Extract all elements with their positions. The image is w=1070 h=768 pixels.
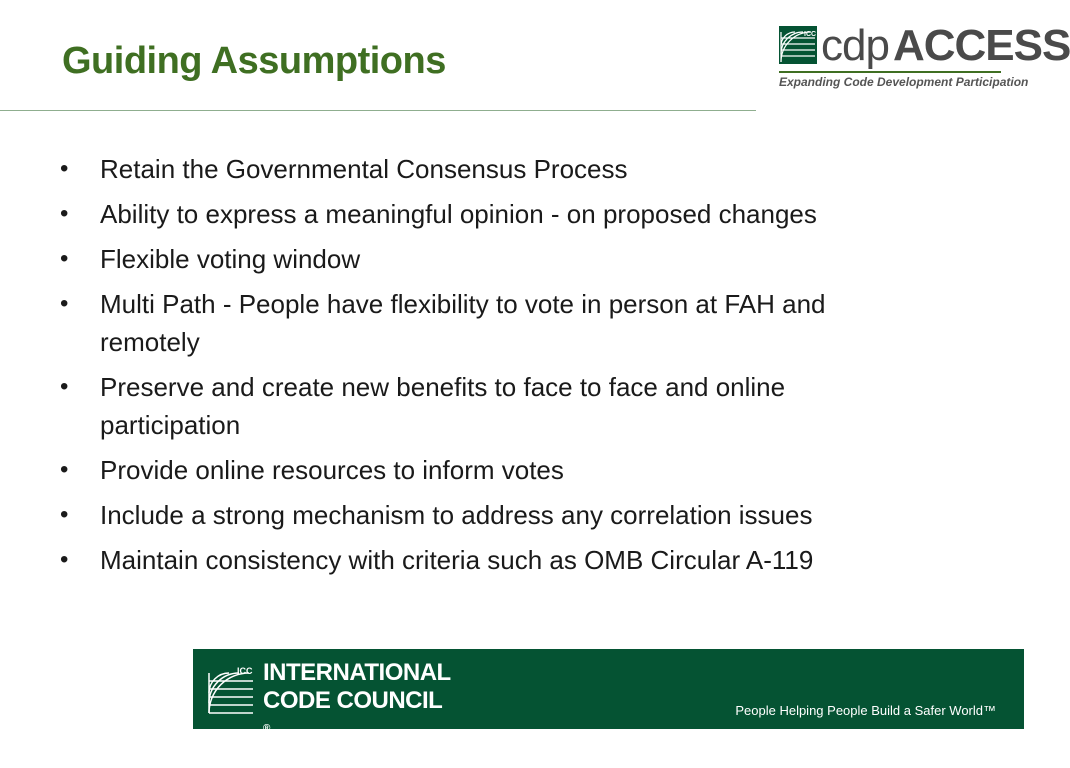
bullet-text: Include a strong mechanism to address any correlation issues bbox=[100, 500, 813, 530]
icc-globe-icon bbox=[779, 26, 817, 64]
bullet-text: Flexible voting window bbox=[100, 244, 361, 274]
footer-badge-text: ICC bbox=[237, 666, 253, 676]
logo-underline bbox=[779, 71, 1001, 73]
bullet-item bbox=[60, 150, 920, 188]
bullet-dot-icon: • bbox=[60, 373, 69, 400]
bullet-dot-icon: • bbox=[60, 155, 69, 182]
bullet-text: Maintain consistency with criteria such as OMB Circular A-119 bbox=[100, 545, 814, 575]
bullet-item bbox=[60, 368, 920, 444]
bullet-text: Retain the Governmental Consensus Process bbox=[100, 154, 628, 184]
bullet-dot-icon: • bbox=[60, 200, 69, 227]
bullet-text: Preserve and create new benefits to face to face and online participation bbox=[100, 372, 786, 440]
bullet-item bbox=[60, 451, 920, 489]
bullet-text: Ability to express a meaningful opinion - on proposed changes bbox=[100, 199, 817, 229]
logo-tagline: Expanding Code Development Participation bbox=[779, 75, 1029, 89]
access-text: ACCESS bbox=[892, 21, 1070, 70]
bullet-dot-icon: • bbox=[60, 290, 69, 317]
cdp-access-wordmark bbox=[821, 22, 1070, 70]
bullet-item bbox=[60, 195, 920, 233]
bullet-item bbox=[60, 496, 920, 534]
bullet-dot-icon: • bbox=[60, 546, 69, 573]
footer-banner bbox=[193, 649, 1024, 734]
footer-tagline: People Helping People Build a Safer World™ bbox=[735, 703, 996, 718]
bullet-item bbox=[60, 240, 920, 278]
bullet-item bbox=[60, 285, 920, 361]
icc-globe-icon bbox=[207, 663, 255, 715]
title-divider bbox=[0, 110, 756, 111]
bullet-dot-icon: • bbox=[60, 245, 69, 272]
bullet-list bbox=[60, 150, 920, 586]
bullet-dot-icon: • bbox=[60, 456, 69, 483]
cdp-text: cdp bbox=[821, 21, 889, 70]
registered-mark: ® bbox=[263, 723, 270, 734]
bullet-text: Provide online resources to inform votes bbox=[100, 455, 564, 485]
slide-title: Guiding Assumptions bbox=[62, 40, 446, 82]
org-line-2: CODE COUNCIL bbox=[263, 687, 443, 714]
icc-wordmark bbox=[263, 659, 451, 747]
org-line-1: INTERNATIONAL bbox=[263, 659, 451, 686]
cdp-access-logo bbox=[779, 21, 1070, 94]
bullet-text: Multi Path - People have flexibility to vote in person at FAH and remotely bbox=[100, 289, 826, 357]
cdp-badge-text: ICC bbox=[804, 31, 817, 38]
bullet-dot-icon: • bbox=[60, 501, 69, 528]
bullet-item bbox=[60, 541, 920, 579]
